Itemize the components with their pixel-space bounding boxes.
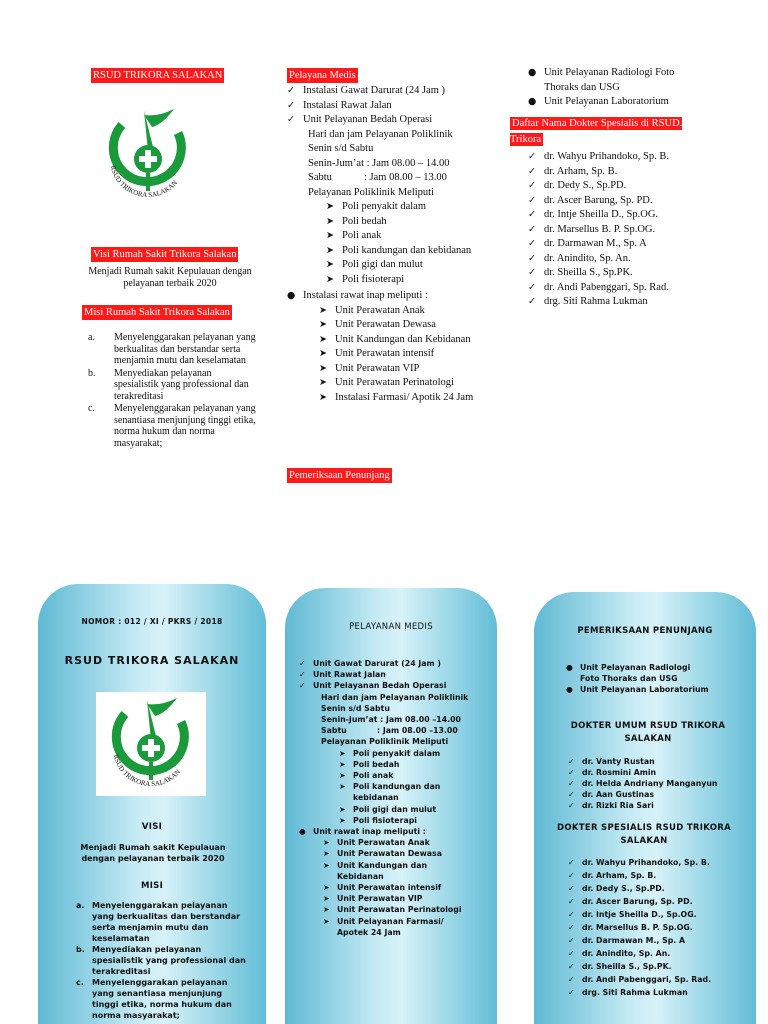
arrow-icon: ➤ [339, 782, 346, 792]
middle-heading-highlight [287, 65, 358, 83]
check-icon: ✓ [287, 99, 295, 111]
arrow-icon: ➤ [339, 771, 346, 781]
list-item: ➤ Poli penyakit dalam [339, 748, 441, 758]
check-icon: ✓ [568, 910, 575, 919]
list-item: ➤ Poli bedah [339, 759, 400, 769]
list-item: ➤ Poli fisioterapi [339, 815, 417, 825]
misi-list [88, 332, 258, 450]
list-item: ✓ dr. Arham, Sp. B. [568, 871, 657, 880]
brochure-umum-list [568, 756, 754, 811]
bullet-icon: ● [566, 663, 573, 672]
check-icon: ✓ [528, 151, 536, 162]
list-item: b. Menyediakan pelayanan spesialistik yang professional dan terakreditasi [88, 367, 249, 402]
list-item: ✓ drg. Siti Rahma Lukman [568, 988, 688, 997]
misi-heading: Misi Rumah Sakit Trikora Salakan [84, 307, 230, 318]
list-item: ➤ Unit Perawatan Dewasa [323, 849, 442, 859]
list-item: ● Unit Pelayanan Laboratorium [566, 685, 709, 694]
arrow-icon: ➤ [319, 304, 327, 316]
list-item: ● Unit rawat inap meliputi : [299, 827, 426, 837]
bullet-icon: ● [566, 685, 573, 694]
list-item: ➤ Poli gigi dan mulut [326, 258, 497, 273]
check-icon: ✓ [568, 936, 575, 945]
list-item: ✓ Instalasi Rawat Jalan [287, 99, 497, 114]
list-item: ✓ dr. Darmawan M., Sp. A [528, 237, 718, 252]
list-item: ➤ Unit Perawatan Anak [323, 838, 430, 848]
check-icon: ✓ [528, 165, 536, 177]
check-icon: ✓ [528, 209, 536, 220]
list-item: ✓ dr. Marsellus B. P. Sp.OG. [568, 923, 693, 932]
hours-block [287, 128, 497, 288]
check-icon: ✓ [287, 114, 295, 125]
misi-heading-highlight [82, 302, 232, 320]
arrow-icon: ➤ [323, 860, 330, 870]
list-item: ✓ dr. Intje Sheilla D., Sp.OG. [568, 910, 697, 919]
check-icon: ✓ [528, 296, 536, 307]
list-item: ➤ Poli fisioterapi [326, 273, 497, 288]
pelayanan-medis-heading: Pelayana Medis [289, 70, 356, 81]
brochure-visi-heading: VISI [141, 822, 163, 832]
check-icon: ✓ [299, 659, 306, 668]
list-item: ➤ Unit Perawatan VIP [323, 894, 423, 904]
check-icon: ✓ [528, 238, 536, 249]
dokter-heading-highlight [510, 115, 700, 147]
list-item: ➤ Unit Kandungan dan Kebidanan [319, 333, 489, 348]
list-item: ✓ dr. Vanty Rustan [568, 757, 655, 766]
brochure-penunjang-heading: PEMERIKSAAN PENUNJANG [577, 626, 713, 636]
hours-days: Senin s/d Sabtu [308, 143, 374, 154]
list-item: ➤ Poli kandungan dan kebidanan [339, 782, 441, 803]
arrow-icon: ➤ [323, 894, 330, 904]
poli-list [308, 200, 497, 287]
list-item: ✓ Unit Gawat Darurat (24 Jam ) [299, 659, 441, 668]
list-item: ➤ Poli anak [339, 771, 394, 781]
brochure-poli-list [321, 748, 449, 826]
list-item: ➤ Unit Perawatan Perinatologi [319, 376, 489, 391]
check-icon: ✓ [528, 223, 536, 235]
list-item: ✓ drg. Siti Rahma Lukman [528, 295, 718, 310]
check-icon: ✓ [528, 252, 536, 264]
list-item: ✓ dr. Wahyu Prihandoko, Sp. B. [568, 858, 710, 867]
check-icon: ✓ [287, 85, 295, 96]
brochure-misi-heading: MISI [140, 881, 164, 891]
list-item: a. Menyelenggarakan pelayanan yang berkualitas dan berstandar serta menjamin mutu dan keselamatan [76, 901, 241, 943]
list-item: ➤ Poli anak [326, 229, 497, 244]
list-item: ● Instalasi rawat inap meliputi : [287, 289, 497, 304]
arrow-icon: ➤ [323, 905, 330, 915]
penunjang-heading: Pemeriksaan Penunjang [289, 470, 390, 481]
arrow-icon: ➤ [326, 215, 334, 227]
arrow-icon: ➤ [326, 273, 334, 285]
bullet-icon: ● [299, 827, 306, 837]
list-item: ✓ dr. Anindito, Sp. An. [568, 949, 671, 958]
check-icon: ✓ [568, 949, 575, 958]
list-item: ✓ dr. Rosmini Amin [568, 768, 657, 777]
list-item: ✓ dr. Andi Pabenggari, Sp. Rad. [528, 281, 718, 296]
inap-list [287, 304, 489, 406]
hospital-logo [96, 103, 200, 207]
check-icon: ✓ [299, 681, 306, 691]
list-item: ✓ dr. Ascer Barung, Sp. PD. [528, 194, 718, 209]
list-item: ➤ Unit Perawatan intensif [323, 883, 442, 893]
list-item: ➤ Unit Pelayanan Farmasi/ Apotek 24 Jam [323, 916, 444, 937]
brochure-misi-list [76, 900, 248, 1021]
arrow-icon: ➤ [326, 230, 334, 241]
bullet-icon: ● [528, 96, 537, 107]
list-item: ✓ dr. Ascer Barung, Sp. PD. [568, 897, 693, 906]
visi-heading: Visi Rumah Sakit Trikora Salakan [93, 249, 237, 260]
hospital-logo-icon [96, 692, 206, 796]
brochure-pelayanan-heading: PELAYANAN MEDIS [349, 622, 433, 632]
visi-heading-highlight [91, 244, 238, 262]
list-item: ➤ Poli gigi dan mulut [339, 804, 437, 814]
brochure-panel-3-content [534, 592, 756, 1024]
poli-heading: Pelayanan Poliklinik Meliputi [308, 186, 434, 198]
pelayanan-medis-section [287, 84, 497, 405]
list-item: b. Menyediakan pelayanan spesialistik yang professional dan terakreditasi [76, 945, 246, 976]
check-icon: ✓ [528, 194, 536, 206]
check-icon: ✓ [568, 975, 575, 984]
check-icon: ✓ [568, 801, 575, 810]
list-item: c. Menyelenggarakan pelayanan yang senantiasa menjunjung tinggi etika, norma hukum dan norma masyarakat; [76, 978, 232, 1020]
hours-weekday: Senin-Jum’at : Jam 08.00 – 14.00 [308, 157, 450, 169]
list-item: ✓ dr. Wahyu Prihandoko, Sp. B. [528, 150, 718, 165]
list-item: ➤ Unit Kandungan dan Kebidanan [323, 860, 428, 881]
list-item: ✓ dr. Sheilla S., Sp.PK. [568, 962, 672, 971]
list-item: ➤ Poli kandungan dan kebidanan [326, 244, 497, 259]
brochure-visi-text: Menjadi Rumah sakit Kepulauan dengan pelayanan terbaik 2020 [80, 843, 226, 863]
hours-saturday: Sabtu : Jam 08.00 – 13.00 [308, 172, 447, 183]
right-units [528, 66, 698, 110]
check-icon: ✓ [568, 757, 575, 766]
dokter-list [528, 150, 718, 310]
brochure-logo [96, 692, 206, 796]
arrow-icon: ➤ [326, 259, 334, 270]
brochure-panel-1-content [38, 584, 266, 1024]
bullet-icon: ● [287, 290, 296, 301]
list-item: c. Menyelenggarakan pelayanan yang senantiasa menjunjung tinggi etika, norma hukum dan norma masyarakat; [88, 403, 256, 449]
list-item: ✓ dr. Anindito, Sp. An. [528, 252, 718, 267]
list-item: ✓ Instalasi Gawat Darurat (24 Jam ) [287, 84, 497, 99]
list-item: ✓ dr. Dedy S., Sp.PD. [568, 884, 665, 893]
brochure-umum-heading: DOKTER UMUM RSUD TRIKORA SALAKAN [570, 721, 726, 744]
check-icon: ✓ [568, 871, 575, 880]
list-item: ➤ Unit Perawatan Anak [319, 304, 489, 319]
brochure-spesialis-heading: DOKTER SPESIALIS RSUD TRIKORA SALAKAN [556, 823, 731, 846]
check-icon: ✓ [568, 962, 575, 971]
arrow-icon: ➤ [339, 759, 346, 769]
brochure-spesialis-list [568, 856, 754, 999]
list-item: ✓ dr. Marsellus B. P. Sp.OG. [528, 223, 718, 238]
brochure-panel-2-content [285, 588, 497, 1024]
nomor-text: NOMOR : 012 / XI / PKRS / 2018 [81, 617, 223, 626]
left-title-highlight [91, 65, 224, 83]
list-item: ✓ dr. Andi Pabenggari, Sp. Rad. [568, 975, 712, 984]
list-item: ➤ Instalasi Farmasi/ Apotik 24 Jam [319, 391, 475, 406]
penunjang-heading-highlight [287, 465, 392, 483]
list-item: ✓ dr. Helda Andriany Manganyun [568, 779, 718, 788]
brochure-units-list [566, 662, 746, 695]
brochure-inap-list [299, 837, 473, 938]
arrow-icon: ➤ [339, 804, 346, 814]
arrow-icon: ➤ [319, 333, 327, 345]
list-item: ✓ Unit Pelayanan Bedah Operasi [299, 681, 447, 691]
arrow-icon: ➤ [339, 748, 346, 758]
list-item: ✓ dr. Dedy S., Sp.PD. [528, 179, 718, 194]
list-item: ✓ Unit Pelayanan Bedah Operasi [287, 113, 497, 128]
list-item: ✓ dr. Aan Gustinas [568, 790, 654, 799]
left-title: RSUD TRIKORA SALAKAN [93, 70, 223, 81]
dokter-heading: Daftar Nama Dokter Spesialis di RSUD. Trikora [510, 118, 683, 145]
check-icon: ✓ [568, 858, 575, 867]
arrow-icon: ➤ [319, 377, 327, 388]
list-item: ➤ Unit Perawatan VIP [319, 362, 489, 377]
list-item: ● Unit Pelayanan Laboratorium [528, 95, 698, 110]
check-icon: ✓ [568, 790, 575, 799]
check-icon: ✓ [528, 180, 536, 191]
arrow-icon: ➤ [323, 849, 330, 859]
list-item: ➤ Unit Perawatan intensif [319, 347, 489, 362]
check-icon: ✓ [528, 281, 536, 293]
check-icon: ✓ [568, 768, 575, 777]
logo-caption: RSUD TRIKORA SALAKAN [108, 164, 180, 200]
arrow-icon: ➤ [323, 883, 330, 893]
visi-text: Menjadi Rumah sakit Kepulauan dengan pelayanan terbaik 2020 [88, 266, 252, 289]
list-item: ● Unit Pelayanan Radiologi Foto Thoraks dan USG [566, 663, 691, 683]
bullet-icon: ● [528, 67, 537, 78]
hospital-logo-icon [96, 103, 200, 207]
hours-heading: Hari dan jam Pelayanan Poliklinik [308, 128, 453, 140]
brochure-hours-block: Hari dan jam Pelayanan Poliklinik Senin s/d Sabtu Senin-Jum’at : Jam 08.00 –14.00 Sabtu : Jam 08.00 –13.00 Pelayanan Poliklinik Meliputi ➤ Poli penyakit dalam ➤ Poli bedah ➤ Poli anak ➤ Poli kandungan dan kebidanan ➤ Poli gigi dan mulut ➤ Poli fisioterapi [321, 692, 469, 825]
arrow-icon: ➤ [319, 348, 327, 359]
list-item: ✓ dr. Darmawan M., Sp. A [568, 936, 685, 945]
logo-caption: RSUD TRIKORA SALAKAN [111, 753, 183, 789]
brochure-pelayanan-list [299, 658, 495, 938]
list-item: ● Unit Pelayanan Radiologi Foto Thoraks dan USG [528, 67, 675, 93]
arrow-icon: ➤ [319, 319, 327, 330]
check-icon: ✓ [568, 897, 575, 906]
check-icon: ✓ [568, 988, 575, 997]
arrow-icon: ➤ [326, 244, 334, 256]
arrow-icon: ➤ [339, 815, 346, 825]
list-item: ✓ dr. Sheilla S., Sp.PK. [528, 266, 718, 281]
check-icon: ✓ [299, 670, 306, 680]
check-icon: ✓ [568, 923, 575, 932]
arrow-icon: ➤ [323, 916, 330, 926]
arrow-icon: ➤ [319, 362, 327, 374]
arrow-icon: ➤ [323, 838, 330, 848]
check-icon: ✓ [568, 884, 575, 893]
list-item: a. Menyelenggarakan pelayanan yang berkualitas dan berstandar serta menjamin mutu dan keselamatan [88, 332, 256, 366]
list-item: ➤ Unit Perawatan Dewasa [319, 318, 489, 333]
brochure-title: RSUD TRIKORA SALAKAN [64, 654, 240, 667]
list-item: ✓ dr. Arham, Sp. B. [528, 165, 718, 180]
arrow-icon: ➤ [319, 391, 327, 403]
check-icon: ✓ [568, 779, 575, 788]
list-item: ✓ Unit Rawat Jalan [299, 670, 386, 680]
arrow-icon: ➤ [326, 201, 334, 212]
list-item: ➤ Unit Perawatan Perinatologi [323, 905, 462, 915]
list-item: ➤ Poli penyakit dalam [326, 200, 497, 215]
list-item: ✓ dr. Intje Sheilla D., Sp.OG. [528, 208, 718, 223]
list-item: ➤ Poli bedah [326, 215, 497, 230]
list-item: ✓ dr. Rizki Ria Sari [568, 801, 654, 810]
check-icon: ✓ [528, 267, 536, 278]
